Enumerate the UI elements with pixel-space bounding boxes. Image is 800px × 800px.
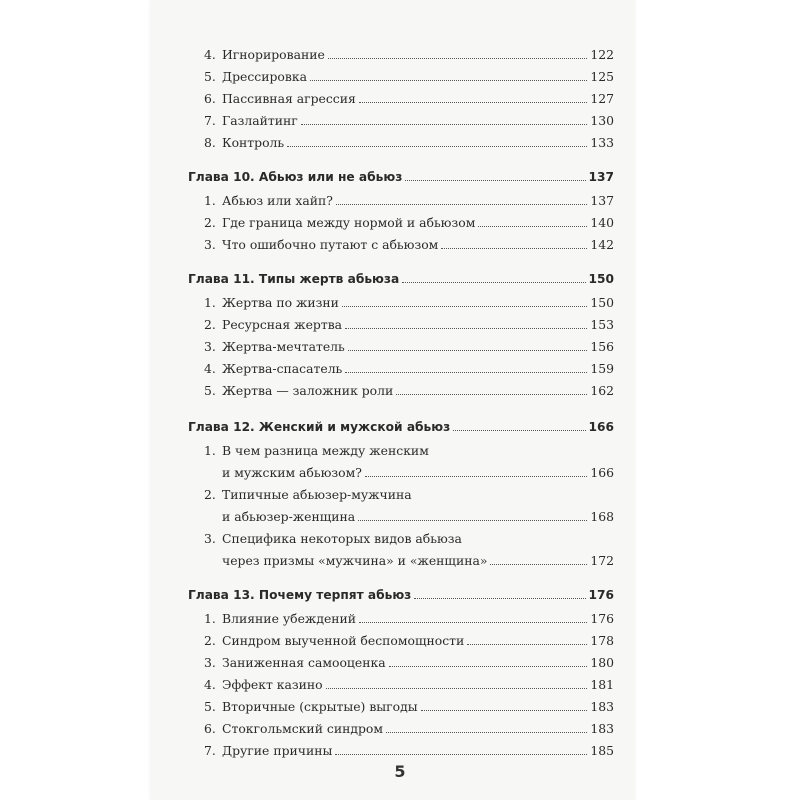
toc-entry-page: 172 <box>590 553 614 568</box>
dot-leader <box>389 666 588 667</box>
toc-entry-page: 140 <box>590 215 614 230</box>
toc-entry <box>188 376 614 398</box>
toc-entry <box>188 310 614 332</box>
dot-leader <box>342 306 587 307</box>
toc-entry-page: 166 <box>588 420 614 434</box>
toc-entry <box>188 354 614 376</box>
toc-entry <box>188 604 614 626</box>
toc-entry <box>188 332 614 354</box>
toc-entry-page: 150 <box>588 272 614 286</box>
toc-entry-number: 5. <box>204 699 216 714</box>
toc-chapter-title: Глава 13. Почему терпят абьюз <box>188 588 412 602</box>
page-number: 5 <box>394 762 406 781</box>
toc-entry-continuation <box>188 502 614 524</box>
toc-entry-continuation <box>188 458 614 480</box>
toc-entry-number: 3. <box>204 237 216 252</box>
toc-entry-number: 2. <box>204 317 216 332</box>
dot-leader <box>358 520 587 521</box>
toc-entry-page: 142 <box>590 237 614 252</box>
toc-entry <box>188 692 614 714</box>
toc-entry-page: 137 <box>588 170 614 184</box>
dot-leader <box>345 328 587 329</box>
toc-entry-page: 183 <box>590 721 614 736</box>
toc-entry-title: Пассивная агрессия <box>222 91 356 106</box>
toc-entry-title: Другие причины <box>222 743 333 758</box>
dot-leader <box>365 476 587 477</box>
toc-entry-page: 176 <box>588 588 614 602</box>
toc-entry-page: 168 <box>590 509 614 524</box>
dot-leader <box>490 564 587 565</box>
toc-entry-page: 159 <box>590 361 614 376</box>
toc-entry-page: 150 <box>590 295 614 310</box>
dot-leader <box>402 282 585 283</box>
dot-leader <box>310 80 587 81</box>
dot-leader <box>326 688 588 689</box>
toc-entry-number: 2. <box>204 633 216 648</box>
toc-entry-page: 181 <box>590 677 614 692</box>
toc-entry <box>188 40 614 62</box>
toc-entry <box>188 106 614 128</box>
toc-entry <box>188 436 614 458</box>
toc-entry-page: 156 <box>590 339 614 354</box>
toc-entry-page: 183 <box>590 699 614 714</box>
toc-entry-continuation <box>188 546 614 568</box>
dot-leader <box>359 102 588 103</box>
dot-leader <box>441 248 587 249</box>
toc-entry-number: 7. <box>204 743 216 758</box>
toc-entry <box>188 230 614 252</box>
toc-entry-page: 176 <box>590 611 614 626</box>
toc-entry-number: 8. <box>204 135 216 150</box>
toc-entry <box>188 626 614 648</box>
dot-leader <box>414 598 585 599</box>
toc-entry <box>188 648 614 670</box>
toc-entry <box>188 714 614 736</box>
toc-entry-number: 1. <box>204 443 216 458</box>
toc-entry-title: Абьюз или хайп? <box>222 193 333 208</box>
toc-entry-title: Типичные абьюзер-мужчина <box>222 487 412 502</box>
toc-entry-title: Ресурсная жертва <box>222 317 343 332</box>
toc-entry-title: Игнорирование <box>222 47 325 62</box>
toc-entry-page: 137 <box>590 193 614 208</box>
toc-entry-title: Стокгольмский синдром <box>222 721 383 736</box>
toc-entry-number: 5. <box>204 383 216 398</box>
toc-entry-page: 162 <box>590 383 614 398</box>
toc-entry-number: 2. <box>204 487 216 502</box>
toc-entry <box>188 670 614 692</box>
toc-entry-title: и абьюзер-женщина <box>222 509 356 524</box>
toc-entry <box>188 62 614 84</box>
toc-entry-page: 185 <box>590 743 614 758</box>
toc-entry-title: Жертва-спасатель <box>222 361 343 376</box>
toc-chapter-title: Глава 11. Типы жертв абьюза <box>188 272 400 286</box>
toc-entry-title: Газлайтинг <box>222 113 298 128</box>
toc-chapter-title: Глава 12. Женский и мужской абьюз <box>188 420 451 434</box>
toc-entry-title: Контроль <box>222 135 285 150</box>
toc-entry-title: через призмы «мужчина» и «женщина» <box>222 553 488 568</box>
toc-entry-number: 2. <box>204 215 216 230</box>
toc-entry-page: 127 <box>590 91 614 106</box>
toc-entry-page: 122 <box>590 47 614 62</box>
toc-entry-title: Жертва-мечтатель <box>222 339 345 354</box>
toc-entry-title: Где граница между нормой и абьюзом <box>222 215 476 230</box>
dot-leader <box>478 226 587 227</box>
toc-entry-page: 180 <box>590 655 614 670</box>
dot-leader <box>453 430 585 431</box>
toc-entry-page: 133 <box>590 135 614 150</box>
dot-leader <box>421 710 588 711</box>
toc-entry-title: Что ошибочно путают с абьюзом <box>222 237 439 252</box>
toc-entry-page: 125 <box>590 69 614 84</box>
toc-entry-number: 3. <box>204 339 216 354</box>
toc-entry-page: 153 <box>590 317 614 332</box>
dot-leader <box>345 372 587 373</box>
toc-entry-title: Заниженная самооценка <box>222 655 386 670</box>
dot-leader <box>396 394 587 395</box>
toc-entry <box>188 186 614 208</box>
dot-leader <box>386 732 587 733</box>
toc-entry <box>188 736 614 758</box>
dot-leader <box>301 124 588 125</box>
toc-entry-title: Дрессировка <box>222 69 307 84</box>
dot-leader <box>328 58 588 59</box>
toc-entry <box>188 480 614 502</box>
toc-entry <box>188 84 614 106</box>
toc-entry-page: 130 <box>590 113 614 128</box>
toc-entry <box>188 288 614 310</box>
toc-entry-number: 3. <box>204 655 216 670</box>
toc-chapter-heading <box>188 162 614 184</box>
toc-entry-number: 4. <box>204 677 216 692</box>
toc-entry-page: 166 <box>590 465 614 480</box>
toc-chapter-heading <box>188 412 614 434</box>
dot-leader <box>467 644 587 645</box>
toc-entry-title: Жертва по жизни <box>222 295 339 310</box>
toc-chapter-title: Глава 10. Абьюз или не абьюз <box>188 170 403 184</box>
toc-entry-title: Специфика некоторых видов абьюза <box>222 531 462 546</box>
dot-leader <box>348 350 588 351</box>
toc-entry-number: 6. <box>204 91 216 106</box>
toc-entry-title: Влияние убеждений <box>222 611 357 626</box>
toc-chapter-heading <box>188 580 614 602</box>
toc-entry-title: и мужским абьюзом? <box>222 465 362 480</box>
toc-entry-number: 4. <box>204 361 216 376</box>
toc-chapter-heading <box>188 264 614 286</box>
toc-entry-number: 3. <box>204 531 216 546</box>
toc-entry-number: 5. <box>204 69 216 84</box>
toc-entry-number: 7. <box>204 113 216 128</box>
toc-entry-title: В чем разница между женским <box>222 443 429 458</box>
dot-leader <box>405 180 585 181</box>
toc-entry-title: Жертва — заложник роли <box>222 383 394 398</box>
toc-entry-number: 6. <box>204 721 216 736</box>
toc-entry <box>188 208 614 230</box>
toc-entry <box>188 128 614 150</box>
toc-entry <box>188 524 614 546</box>
dot-leader <box>335 754 587 755</box>
toc-entry-number: 1. <box>204 193 216 208</box>
dot-leader <box>359 622 587 623</box>
toc-entry-title: Эффект казино <box>222 677 323 692</box>
dot-leader <box>287 146 587 147</box>
toc-entry-title: Синдром выученной беспомощности <box>222 633 465 648</box>
toc-entry-number: 4. <box>204 47 216 62</box>
toc-entry-number: 1. <box>204 611 216 626</box>
toc-entry-title: Вторичные (скрытые) выгоды <box>222 699 418 714</box>
toc-entry-number: 1. <box>204 295 216 310</box>
dot-leader <box>336 204 587 205</box>
toc-entry-page: 178 <box>590 633 614 648</box>
